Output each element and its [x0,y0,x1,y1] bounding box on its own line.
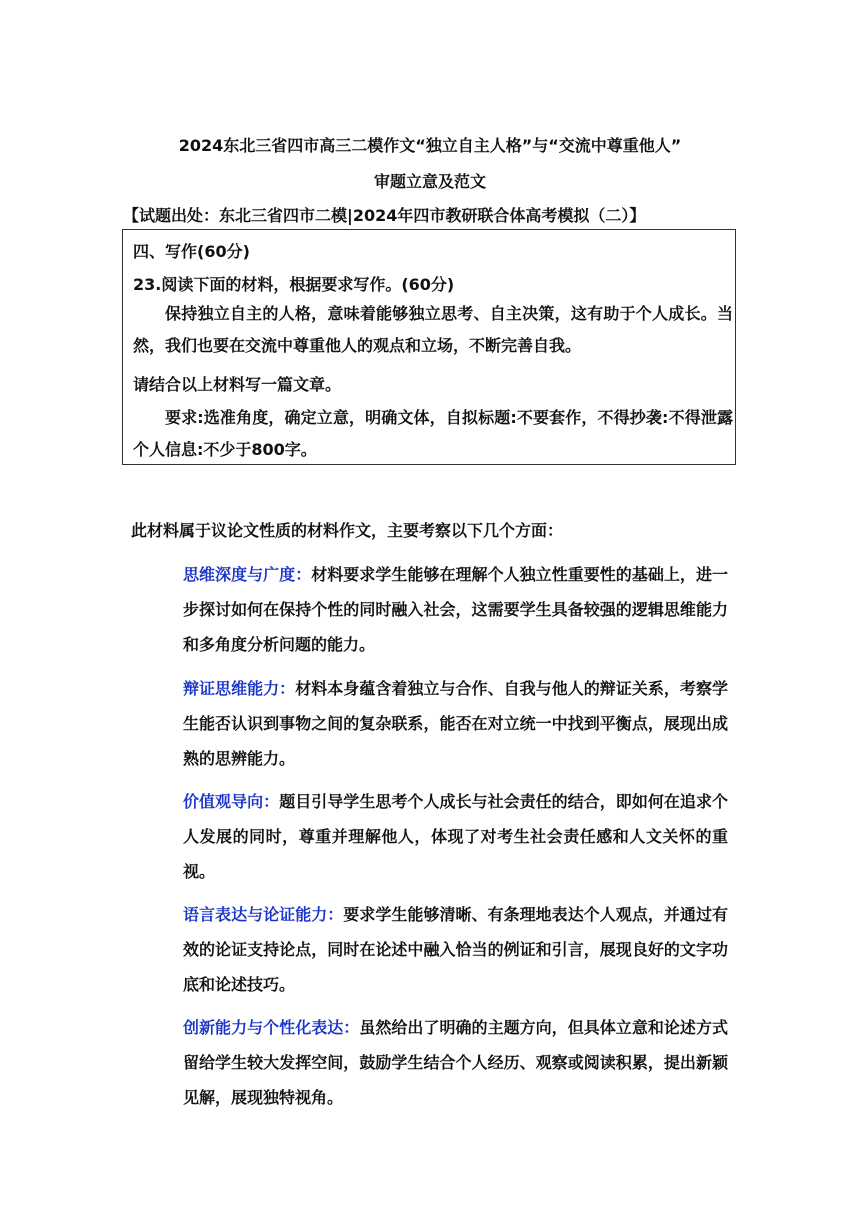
analysis-point [183,557,728,662]
analysis-point-heading: 创新能力与个性化表达： [183,1018,360,1037]
analysis-point-heading: 辩证思维能力： [183,679,296,698]
analysis-point-text: 虽然给出了明确的主题方向，但具体立意和论述方式留给学生较大发挥空间，鼓励学生结合个人经历、观察或阅读积累，提出新颖见解，展现独特视角。 [183,1018,728,1107]
question-item: 23.阅读下面的材料，根据要求写作。(60分) [133,275,455,294]
question-section: 四、写作(60分) [133,242,250,261]
analysis-point [183,784,728,889]
analysis-point-heading: 价值观导向： [183,792,280,811]
question-material: 保持独立自主的人格，意味着能够独立思考、自主决策，这有助于个人成长。当然，我们也要在交流中尊重他人的观点和立场，不断完善自我。 [133,304,733,355]
question-requirements: 要求:选准角度，确定立意，明确文体，自拟标题:不要套作，不得抄袭:不得泄露个人信息:不少于800字。 [133,408,733,459]
analysis-point-text: 材料本身蕴含着独立与合作、自我与他人的辩证关系，考察学生能否认识到事物之间的复杂联系，能否在对立统一中找到平衡点，展现出成熟的思辨能力。 [183,679,728,768]
question-instruction: 请结合以上材料写一篇文章。 [133,375,342,394]
analysis-point [183,1010,728,1115]
analysis-intro: 此材料属于议论文性质的材料作文，主要考察以下几个方面： [131,521,564,540]
analysis-point [183,897,728,1002]
analysis-point [183,671,728,776]
question-box [122,229,736,465]
analysis-point-text: 材料要求学生能够在理解个人独立性重要性的基础上，进一步探讨如何在保持个性的同时融入社会，这需要学生具备较强的逻辑思维能力和多角度分析问题的能力。 [183,565,728,654]
analysis-point-text: 题目引导学生思考个人成长与社会责任的结合，即如何在追求个人发展的同时，尊重并理解他人，体现了对考生社会责任感和人文关怀的重视。 [183,792,728,881]
question-source: 【试题出处：东北三省四市二模|2024年四市教研联合体高考模拟（二）】 [123,206,646,225]
page-title: 2024东北三省四市高三二模作文“独立自主人格”与“交流中尊重他人” [178,136,682,155]
page-subtitle: 审题立意及范文 [373,172,486,191]
analysis-point-text: 要求学生能够清晰、有条理地表达个人观点，并通过有效的论证支持论点，同时在论述中融入恰当的例证和引言，展现良好的文字功底和论述技巧。 [183,905,728,994]
analysis-point-heading: 思维深度与广度： [183,565,312,584]
analysis-point-heading: 语言表达与论证能力： [183,905,344,924]
